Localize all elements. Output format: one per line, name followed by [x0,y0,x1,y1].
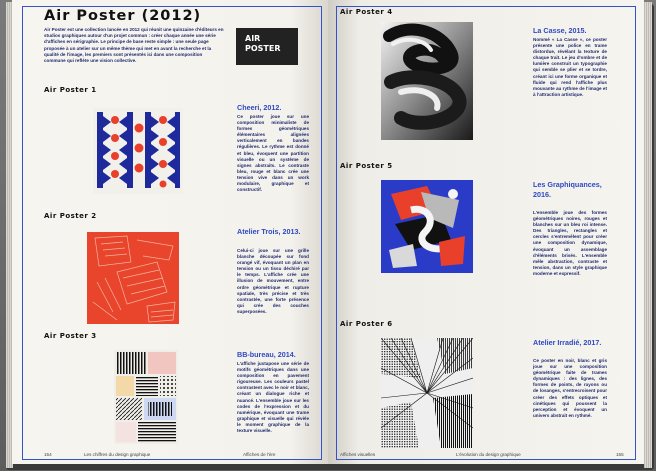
page-title: Air Poster (2012) [44,8,202,24]
air-poster-logo [236,28,298,65]
poster-1-caption-text: Ce poster joue sur une composition minimaliste de formes géométriques élémentaires alignées verticalement en bandes régulières. Le rythme est donné et bleu, évoquent une partition visuelle ou un système de signes abstraits. Le contraste bleu, rouge et blanc crée une tension vive dans un work modulaire, graphique et constructif. [237,114,309,193]
poster-4-svg [381,22,473,140]
poster-5-label: Air Poster 5 [340,162,393,170]
logo-line-2: POSTER [245,44,281,53]
intro-paragraph: Air Poster est une collection lancée en 2012 qui réunit une quinzaine d'éditeurs en studios graphiques autour d'un projet commun : créer chaque année une série d'affiches en sérigraphie. Le principe de base reste simple : une seule page proposée à un atelier sur un même thème qui met en avant la recherche et la qualité de l'image, les premiers sont présentés ici dans une composition commune qui reflète une vision collective. [44,27,224,64]
poster-5-caption-text: L'ensemble joue des formes géométriques noires, rouges et blanches sur un bleu roi intense. Des triangles, rectangles et cercles s'entremêlent pour créer une composition dynamique, évoquant un assemblage d'éléments brisés. L'ensemble mêle abstraction, contraste et tension, dans un style graphique moderne et expressif. [533,210,607,276]
page-edges-right [644,2,652,468]
poster-2-caption-title: Atelier Trois, 2013. [237,227,301,236]
poster-6-svg [381,338,473,448]
poster-6-artwork [381,338,473,448]
right-footer-left: Affiches visuelles [340,452,376,457]
poster-4-artwork [381,22,473,140]
poster-4-caption-text: Nommé « La Casse », ce poster présente une police en trame distordue, révélant la texture de chaque trait. Le jeu d'ombre et de lumière construit un typographie qui semble se plier et se tordre, créant ici une forme organique et fluide qui rend l'affiche plus mouvante au rythme de l'image et à l'attraction artistique. [533,37,607,97]
poster-6-caption-text: Ce poster en noir, blanc et gris joue sur une composition géométrique faite de trames dynamiques : des lignes, des formes de points, de rayons ou de losanges, s'entrecroisent pour créer des effets optiques et cinétiques qui poussent la perception et évoquent un univers abstrait en rythmé. [533,358,607,418]
poster-6-label: Air Poster 6 [340,320,393,328]
poster-1-svg [93,108,183,194]
poster-5-caption-title: Les Graphiquances, 2016. [533,180,602,199]
right-footer-center: L'évolution du design graphique [456,452,521,457]
poster-2-svg [87,232,179,324]
poster-6-caption-title: Atelier Irradié, 2017. [533,338,602,347]
poster-5-artwork [381,180,473,273]
poster-2-artwork [87,232,179,324]
poster-2-label: Air Poster 2 [44,212,97,220]
poster-1-artwork [93,108,183,194]
poster-3-label: Air Poster 3 [44,332,97,340]
poster-4-label: Air Poster 4 [340,8,393,16]
poster-3-artwork [114,350,178,444]
poster-5-svg [381,180,473,273]
poster-3-caption-text: L'affiche juxtapose une série de motifs géométriques dans une composition en pavement rigoureuse. Les couleurs pastel contrastent avec le noir et blanc, créant un dialogue riche et nuancé. L'ensemble joue sur les codes de l'expression et du numérique, évoquant une trame graphique et visuelle qui révèle le moment graphique de la texture visuelle. [237,361,309,434]
poster-3-svg [114,350,178,444]
left-footer-right: Affiches de l'ère [243,452,276,457]
left-footer-center: Les chiffres du design graphique [84,452,151,457]
poster-1-label: Air Poster 1 [44,86,97,94]
logo-line-1: AIR [245,34,261,43]
poster-1-caption-title: Cheeri, 2012. [237,103,282,112]
poster-3-caption-title: BB-bureau, 2014. [237,350,296,359]
poster-2-caption-text: Celui-ci joue sur une grille blanche découpée sur fond orangé vif, évoquant un plan en tension ou un tissu déchiré par le temps. L'affiche crée une illusion de mouvement, entre ordre géométrique et rupture spatiale, très précise et très contrastée, une forte présence qui crée des couches superposées. [237,248,309,314]
poster-4-caption-title: La Casse, 2015. [533,26,587,35]
left-page-number: 154 [44,452,52,457]
right-page-number: 155 [616,452,624,457]
